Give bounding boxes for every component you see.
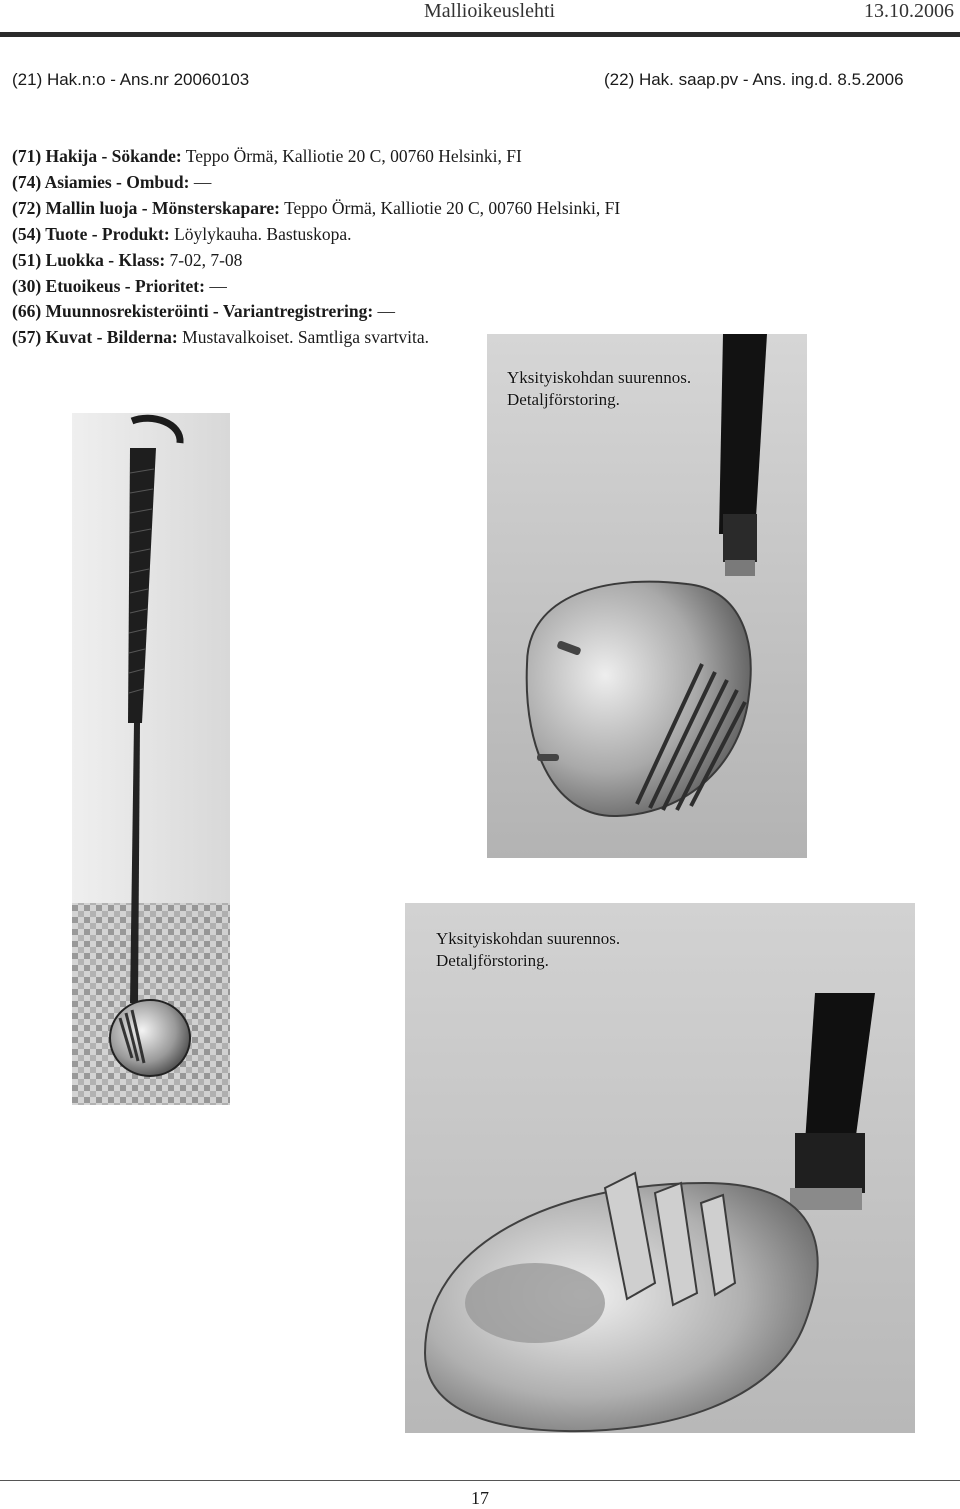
field-product: (54) Tuote - Produkt: Löylykauha. Bastuskopa.: [12, 223, 352, 244]
field-class: (51) Luokka - Klass: 7-02, 7-08: [12, 249, 243, 270]
registration-fields: [12, 144, 620, 351]
field-applicant: (71) Hakija - Sökande: Teppo Örmä, Kalliotie 20 C, 00760 Helsinki, FI: [12, 146, 522, 166]
detail-photo-bottom: [405, 903, 915, 1433]
ladle-head-illustration-top: [487, 334, 807, 858]
publication-title: Mallioikeuslehti: [424, 0, 556, 22]
detail-caption-bottom: Yksityiskohdan suurennos. Detaljförstoring.: [436, 929, 621, 970]
ladle-head-illustration-bottom: [405, 903, 915, 1433]
ladle-illustration: [72, 413, 230, 1105]
application-number: (21) Hak.n:o - Ans.nr 20060103: [12, 70, 250, 89]
page-number: 17: [471, 1488, 489, 1508]
field-designer: (72) Mallin luoja - Mönsterskapare: Teppo Örmä, Kalliotie 20 C, 00760 Helsinki, FI: [12, 197, 621, 218]
full-ladle-photo: [72, 413, 230, 1105]
field-images: (57) Kuvat - Bilderna: Mustavalkoiset. Samtliga svartvita.: [12, 327, 430, 348]
field-variant: (66) Muunnosrekisteröinti - Variantregistrering: —: [12, 301, 396, 322]
detail-caption-top: Yksityiskohdan suurennos. Detaljförstoring.: [507, 368, 692, 409]
field-agent: (74) Asiamies - Ombud: —: [12, 171, 212, 192]
detail-photo-top: [487, 334, 807, 858]
field-priority: (30) Etuoikeus - Prioritet: —: [12, 275, 227, 296]
footer-divider: [0, 1480, 960, 1481]
filing-date: (22) Hak. saap.pv - Ans. ing.d. 8.5.2006: [604, 70, 904, 89]
publication-date: 13.10.2006: [864, 0, 954, 22]
header-divider: [0, 32, 960, 37]
